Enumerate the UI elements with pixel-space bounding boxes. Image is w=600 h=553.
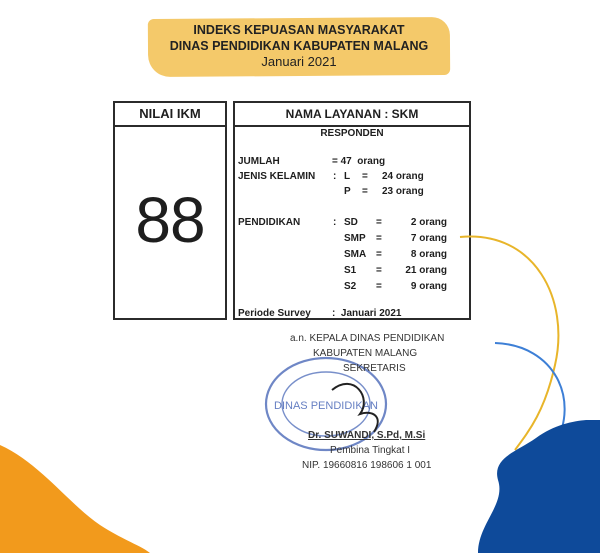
education-key: SMA: [344, 249, 367, 260]
title-line-2: DINAS PENDIDIKAN KABUPATEN MALANG: [169, 39, 429, 53]
signer-rank: Pembina Tingkat I: [330, 445, 411, 456]
education-eq: =: [376, 249, 382, 260]
education-eq: =: [376, 281, 382, 292]
title-line-3: Januari 2021: [261, 54, 337, 69]
education-key: SMP: [344, 233, 366, 244]
education-value: 9 orang: [410, 281, 447, 292]
ikm-score-value: 88: [135, 184, 205, 256]
orange-blob-decoration: [0, 445, 150, 553]
education-value: 2 orang: [410, 217, 447, 228]
gender-label: JENIS KELAMIN: [238, 171, 316, 182]
service-header: NAMA LAYANAN : SKM: [235, 103, 469, 127]
jumlah-value: = 47 orang: [332, 156, 386, 167]
gender-value: 23 orang: [382, 186, 424, 197]
ikm-score-box: [113, 101, 227, 320]
title-banner: [148, 22, 450, 70]
education-key: SD: [344, 217, 358, 228]
education-key: S1: [344, 265, 357, 276]
education-value: 7 orang: [410, 233, 447, 244]
title-line-1: INDEKS KEPUASAN MASYARAKAT: [193, 23, 405, 37]
orange-blob: [0, 445, 150, 553]
signature-line-1: a.n. KEPALA DINAS PENDIDIKAN: [290, 333, 445, 344]
gender-key: L: [344, 171, 351, 182]
respondent-subheader: RESPONDEN: [320, 128, 384, 139]
education-value: 8 orang: [410, 249, 447, 260]
signer-nip: NIP. 19660816 198606 1 001: [302, 460, 432, 471]
education-value: 21 orang: [405, 265, 447, 276]
stamp-text: DINAS PENDIDIKAN: [274, 400, 378, 412]
service-details-box: [233, 101, 471, 320]
period-value: : Januari 2021: [332, 308, 402, 319]
blue-blob-decoration: [478, 420, 600, 553]
education-label: PENDIDIKAN: [238, 217, 301, 228]
jumlah-label: JUMLAH: [238, 156, 280, 167]
gender-eq: =: [362, 171, 368, 182]
signature-line-2: KABUPATEN MALANG: [313, 348, 418, 359]
yellow-curve: [460, 237, 558, 450]
gender-sep: :: [333, 171, 337, 182]
gender-value: 24 orang: [382, 171, 424, 182]
period-label: Periode Survey: [238, 308, 311, 319]
signature-line-3: SEKRETARIS: [343, 363, 406, 374]
ikm-header: NILAI IKM: [115, 103, 225, 127]
gender-key: P: [344, 186, 351, 197]
education-key: S2: [344, 281, 357, 292]
education-eq: =: [376, 217, 382, 228]
education-eq: =: [376, 265, 382, 276]
education-sep: :: [333, 217, 337, 228]
blue-blob: [478, 420, 600, 553]
signer-name: Dr. SUWANDI, S.Pd, M.Si: [308, 430, 426, 441]
gender-eq: =: [362, 186, 368, 197]
education-eq: =: [376, 233, 382, 244]
